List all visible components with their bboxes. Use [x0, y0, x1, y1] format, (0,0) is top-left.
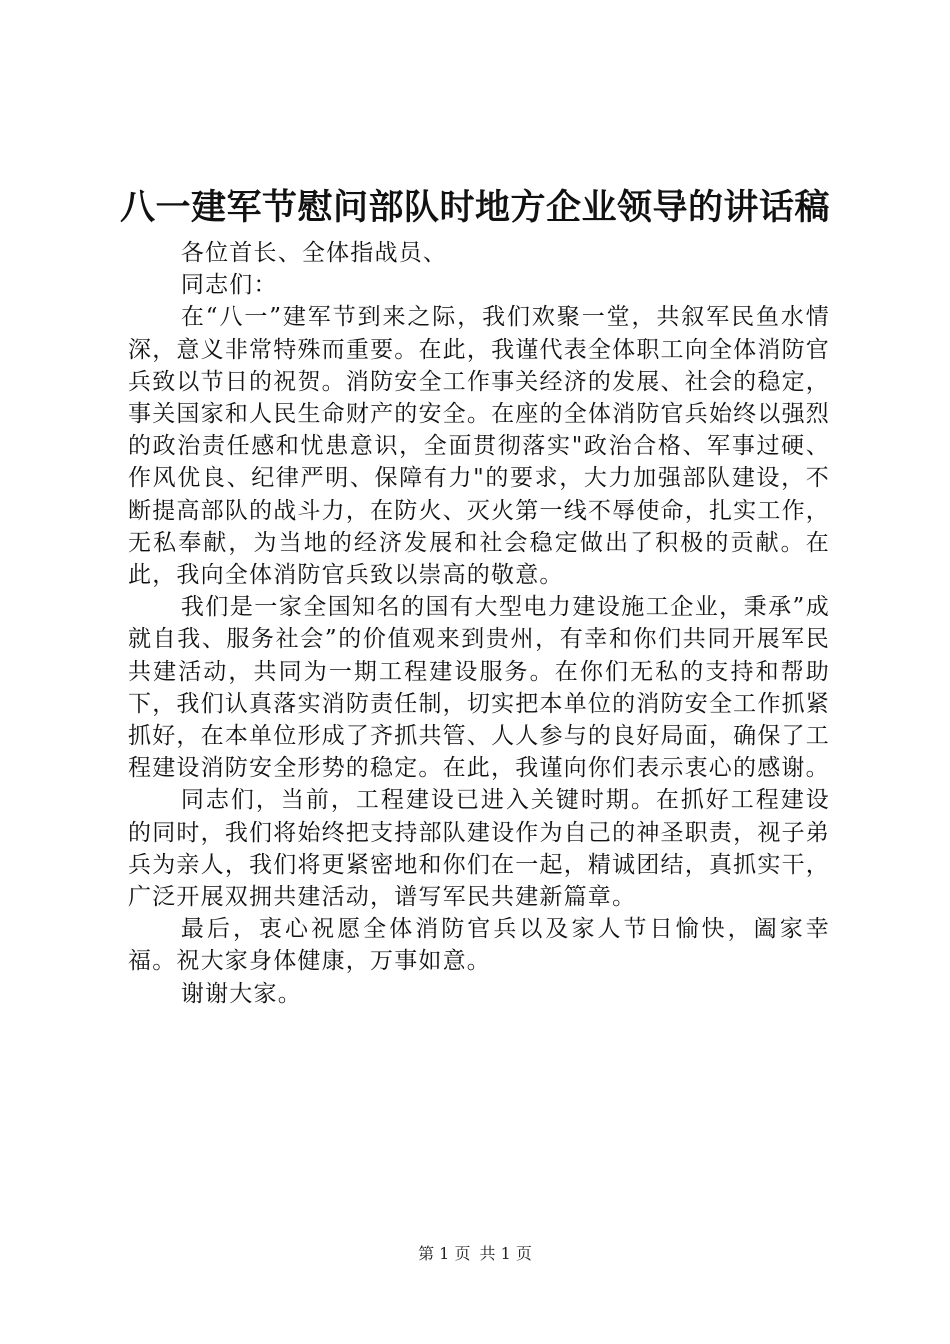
document-title: 八一建军节慰问部队时地方企业领导的讲话稿 [119, 187, 830, 228]
closing-line: 谢谢大家。 [180, 980, 302, 1007]
body-paragraph-1: 在“八一”建军节到来之际，我们欢聚一堂，共叙军民鱼水情深，意义非常特殊而重要。在此，我谨代表全体职工向全体消防官兵致以节日的祝贺。消防安全工作事关经济的发展、社会的稳定，事关国家和人民生命财产的安全。在座的全体消防官兵始终以强烈的政治责任感和忧患意识，全面贯彻落实"政治合格、军事过硬、作风优良、纪律严明、保障有力"的要求，大力加强部队建设，不断提高部队的战斗力，在防火、灭火第一线不辱使命，扎实工作，无私奉献，为当地的经济发展和社会稳定做出了积极的贡献。在此，我向全体消防官兵致以崇高的敬意。 [128, 304, 830, 589]
salutation-line-2: 同志们： [180, 272, 278, 299]
page-total: 共 1 页 [479, 1244, 532, 1263]
document-body [128, 237, 830, 1010]
body-paragraph-2: 我们是一家全国知名的国有大型电力建设施工企业，秉承”成就自我、服务社会”的价值观来到贵州，有幸和你们共同开展军民共建活动，共同为一期工程建设服务。在你们无私的支持和帮助下，我们认真落实消防责任制，切实把本单位的消防安全工作抓紧抓好，在本单位形成了齐抓共管、人人参与的良好局面，确保了工程建设消防安全形势的稳定。在此，我谨向你们表示衷心的感谢。 [128, 594, 830, 782]
body-paragraph-4: 最后，衷心祝愿全体消防官兵以及家人节日愉快，阖家幸福。祝大家身体健康，万事如意。 [128, 916, 830, 975]
salutation-line-1: 各位首长、全体指战员、 [180, 240, 448, 266]
body-paragraph-3: 同志们，当前，工程建设已进入关键时期。在抓好工程建设的同时，我们将始终把支持部队建设作为自己的神圣职责，视子弟兵为亲人，我们将更紧密地和你们在一起，精诚团结，真抓实干，广泛开展双拥共建活动，谱写军民共建新篇章。 [128, 787, 830, 911]
page-number: 第 1 页 [418, 1244, 471, 1263]
page-footer [0, 1242, 950, 1266]
